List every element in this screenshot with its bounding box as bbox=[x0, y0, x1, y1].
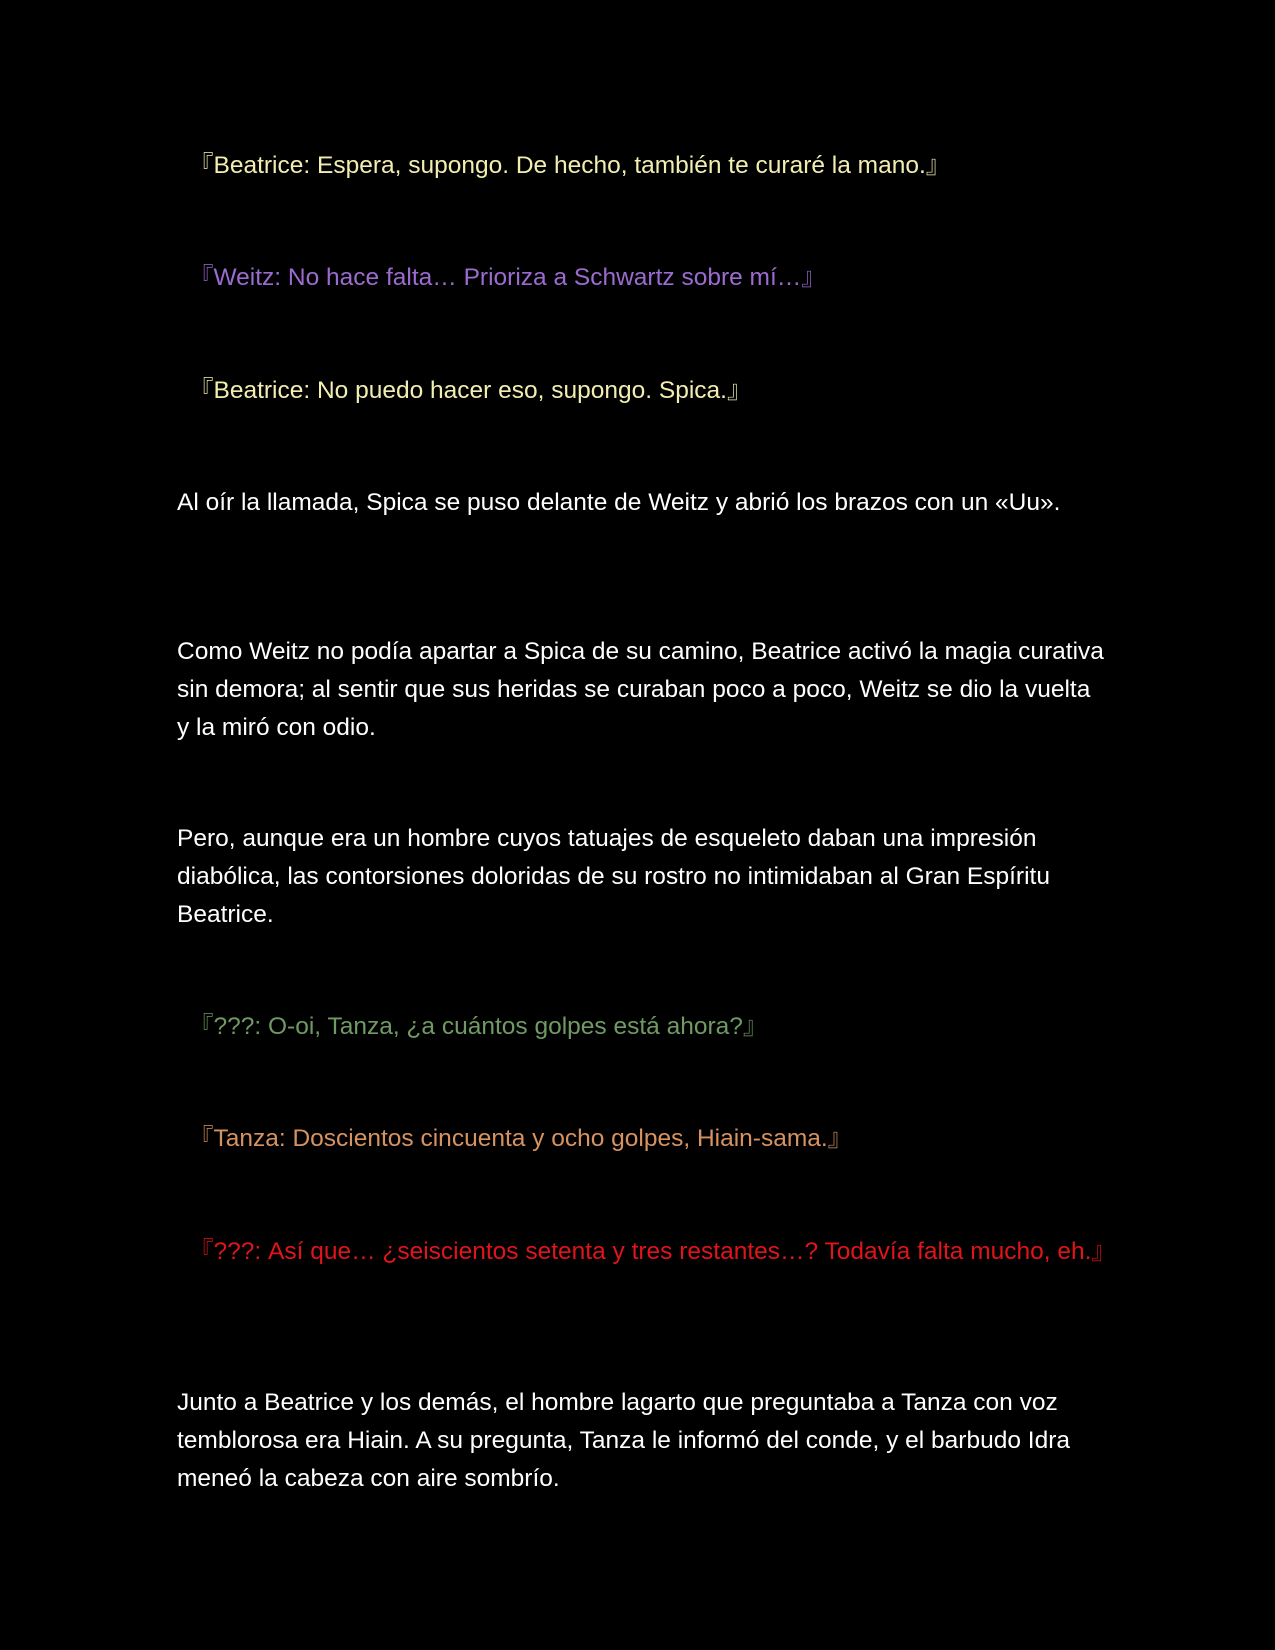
dialogue-beatrice-1: 『Beatrice: Espera, supongo. De hecho, también te curaré la mano.』 bbox=[189, 152, 951, 179]
dialogue-weitz: 『Weitz: No hace falta… Prioriza a Schwartz sobre mí…』 bbox=[189, 264, 826, 291]
narration-paragraph-2: Como Weitz no podía apartar a Spica de su camino, Beatrice activó la magia curativa sin demora; al sentir que sus heridas se curaban poco a poco, Weitz se dio la vuelta y la miró con odio. bbox=[177, 638, 1104, 741]
dialogue-unknown-hiain: 『???: O-oi, Tanza, ¿a cuántos golpes está ahora?』 bbox=[189, 1013, 768, 1040]
narration-paragraph-1: Al oír la llamada, Spica se puso delante de Weitz y abrió los brazos con un «Uu». bbox=[177, 489, 1061, 516]
narration-paragraph-4: Junto a Beatrice y los demás, el hombre lagarto que preguntaba a Tanza con voz temblorosa era Hiain. A su pregunta, Tanza le informó del conde, y el barbudo Idra meneó la cabeza con aire sombrío. bbox=[177, 1389, 1070, 1492]
narration-paragraph-3: Pero, aunque era un hombre cuyos tatuajes de esqueleto daban una impresión diabólica, las contorsiones doloridas de su rostro no intimidaban al Gran Espíritu Beatrice. bbox=[177, 825, 1050, 928]
dialogue-unknown-red: 『???: Así que… ¿seiscientos setenta y tres restantes…? Todavía falta mucho, eh.』 bbox=[189, 1238, 1116, 1265]
dialogue-tanza: 『Tanza: Doscientos cincuenta y ocho golpes, Hiain-sama.』 bbox=[189, 1125, 853, 1152]
dialogue-beatrice-2: 『Beatrice: No puedo hacer eso, supongo. Spica.』 bbox=[189, 377, 752, 404]
